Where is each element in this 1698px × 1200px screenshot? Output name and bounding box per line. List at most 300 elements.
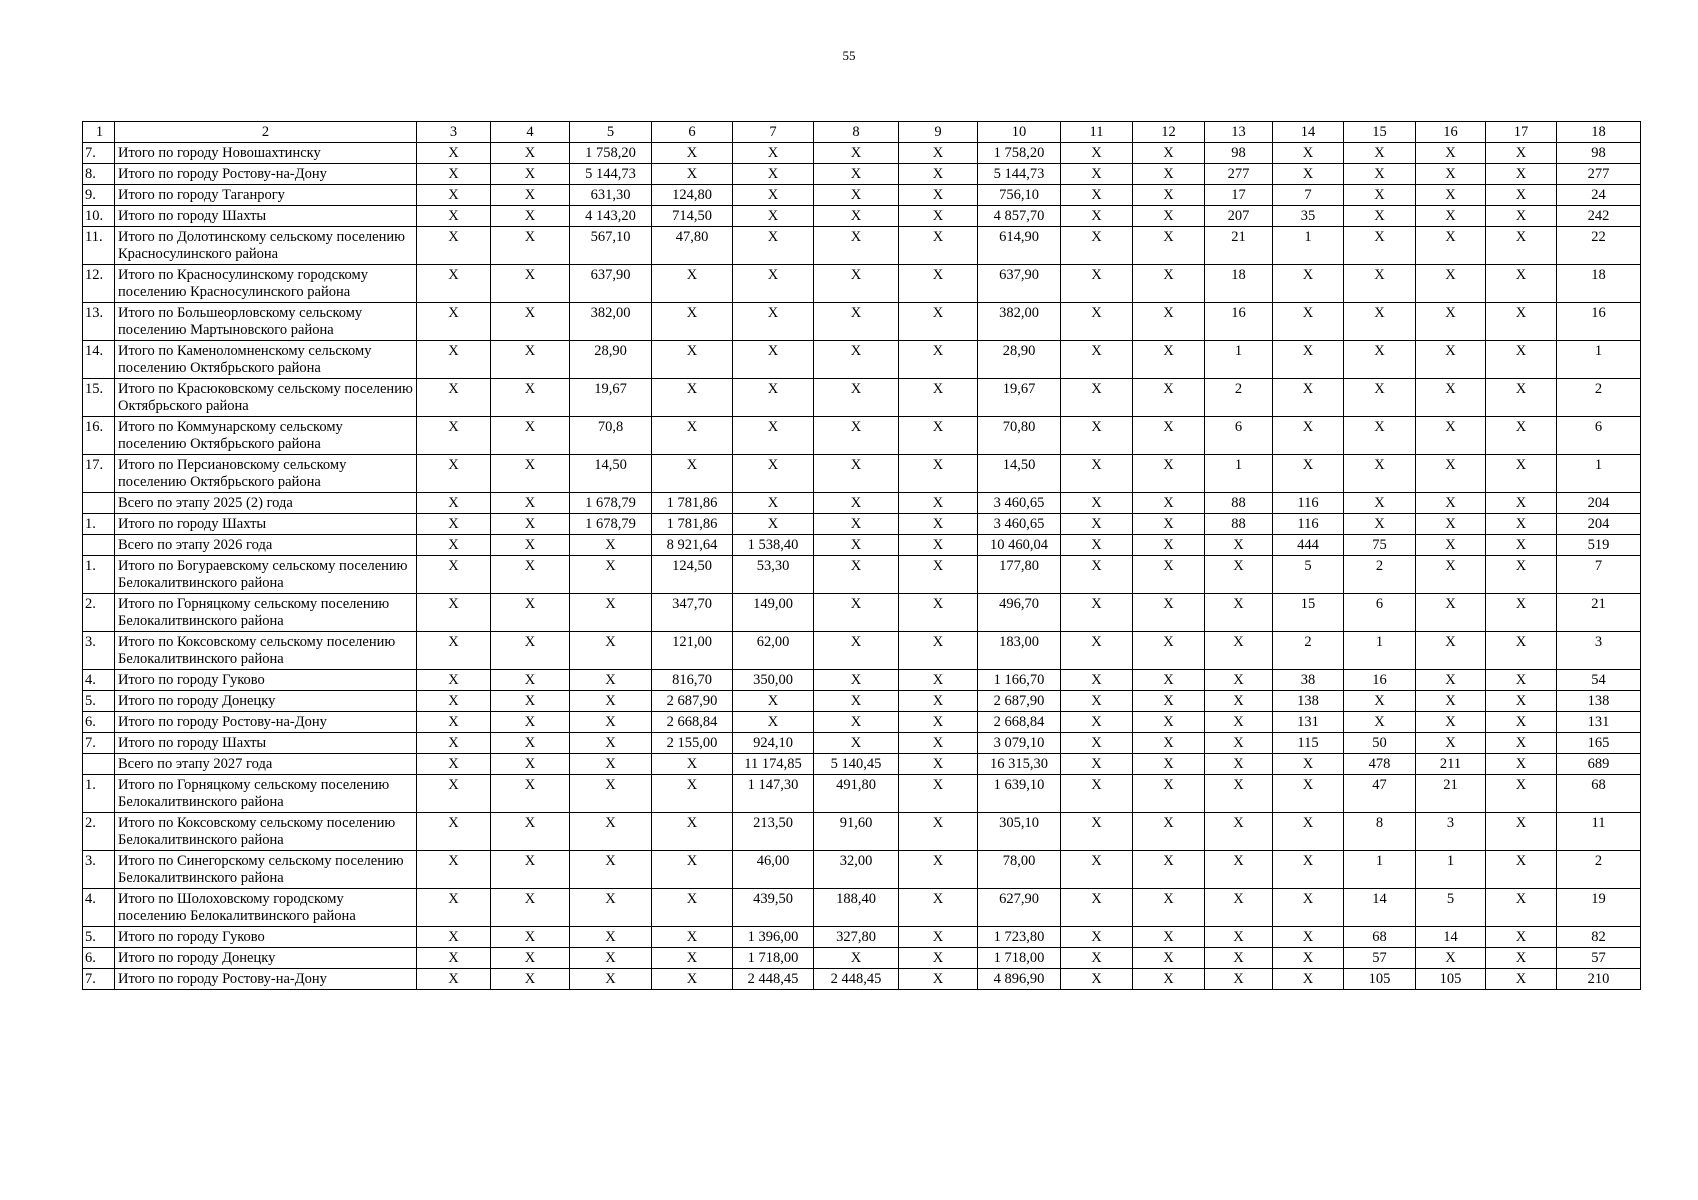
table-cell: X [814,379,899,417]
table-cell: X [491,493,570,514]
table-cell: 6. [83,712,115,733]
table-cell: X [1133,514,1205,535]
table-cell: X [1133,143,1205,164]
table-cell: X [1416,417,1486,455]
table-cell: X [1344,514,1416,535]
table-cell: X [417,303,491,341]
table-cell: 1 758,20 [570,143,652,164]
table-cell: 19 [1557,889,1641,927]
table-cell: X [899,514,978,535]
table-cell: 124,50 [652,556,733,594]
table-cell: Итого по городу Ростову-на-Дону [115,712,417,733]
table-cell: X [1486,927,1557,948]
table-cell: 4. [83,889,115,927]
table-cell: X [491,889,570,927]
table-cell: X [1133,632,1205,670]
table-cell: X [491,143,570,164]
table-cell: X [491,754,570,775]
table-cell: X [1133,265,1205,303]
data-table [82,121,1641,990]
table-cell: 38 [1273,670,1344,691]
table-row [83,927,1641,948]
table-cell: X [1344,303,1416,341]
table-row [83,379,1641,417]
table-header-row [83,122,1641,143]
table-cell: X [1061,712,1133,733]
table-cell: X [1344,143,1416,164]
table-cell: 1 [1557,455,1641,493]
table-cell: X [899,889,978,927]
column-header-cell: 17 [1486,122,1557,143]
table-cell: 5 144,73 [570,164,652,185]
table-cell: 382,00 [570,303,652,341]
table-cell: X [1486,143,1557,164]
table-cell: X [1416,594,1486,632]
table-cell: X [652,889,733,927]
table-cell: X [1061,227,1133,265]
table-cell: Итого по Горняцкому сельскому поселению Белокалитвинского района [115,775,417,813]
table-cell: X [814,594,899,632]
table-cell: X [417,185,491,206]
table-cell: 627,90 [978,889,1061,927]
table-cell: X [733,417,814,455]
table-cell: 22 [1557,227,1641,265]
table-cell: X [1273,143,1344,164]
table-cell: X [1133,948,1205,969]
table-cell: X [417,775,491,813]
table-cell: X [899,206,978,227]
table-cell: Итого по городу Ростову-на-Дону [115,164,417,185]
table-cell: Итого по Коксовскому сельскому поселению Белокалитвинского района [115,632,417,670]
table-cell: X [1486,206,1557,227]
table-cell: 11 174,85 [733,754,814,775]
table-cell: X [491,594,570,632]
table-cell: X [1486,379,1557,417]
table-cell: Итого по Шолоховскому городскому поселению Белокалитвинского района [115,889,417,927]
table-row [83,143,1641,164]
table-row [83,206,1641,227]
table-cell: 1 [1344,851,1416,889]
table-cell: X [417,341,491,379]
table-cell: X [1486,265,1557,303]
table-cell: X [1344,455,1416,493]
table-cell: X [1061,417,1133,455]
table-cell: X [814,556,899,594]
table-cell: X [1344,417,1416,455]
column-header-cell: 2 [115,122,417,143]
table-cell: X [1061,303,1133,341]
table-cell: X [570,851,652,889]
table-cell: X [1486,417,1557,455]
table-cell: X [733,303,814,341]
column-header-cell: 3 [417,122,491,143]
table-cell: 1 [1273,227,1344,265]
column-header-cell: 10 [978,122,1061,143]
table-cell: 24 [1557,185,1641,206]
table-cell: 46,00 [733,851,814,889]
table-cell: X [652,754,733,775]
table-cell: X [1486,185,1557,206]
table-cell: X [899,556,978,594]
table-cell: X [1061,164,1133,185]
table-cell: X [814,712,899,733]
table-cell: X [1061,493,1133,514]
table-cell: X [1344,379,1416,417]
table-cell: X [899,691,978,712]
table-cell: X [1133,691,1205,712]
table-cell: X [491,948,570,969]
table-cell: 714,50 [652,206,733,227]
table-cell: X [1205,775,1273,813]
table-cell: X [1344,691,1416,712]
table-cell: 1. [83,556,115,594]
table-cell: 124,80 [652,185,733,206]
table-cell: X [570,594,652,632]
table-cell: X [491,712,570,733]
table-cell: X [733,455,814,493]
table-cell: 21 [1205,227,1273,265]
table-cell: X [570,733,652,754]
table-cell: 54 [1557,670,1641,691]
table-cell: 47,80 [652,227,733,265]
table-row [83,733,1641,754]
table-cell: 1. [83,514,115,535]
table-cell: X [1133,493,1205,514]
table-cell: 478 [1344,754,1416,775]
table-cell: X [1205,969,1273,990]
table-cell: X [1133,303,1205,341]
table-row [83,455,1641,493]
table-cell: X [652,164,733,185]
table-cell: X [899,265,978,303]
table-cell: X [1273,379,1344,417]
table-cell: X [652,813,733,851]
table-cell: X [1416,143,1486,164]
table-cell: 3. [83,632,115,670]
table-cell: 1 [1557,341,1641,379]
table-cell: Всего по этапу 2026 года [115,535,417,556]
table-cell: X [1133,417,1205,455]
table-cell: X [1486,889,1557,927]
table-cell: X [491,455,570,493]
table-cell: X [1486,455,1557,493]
table-cell: 2 687,90 [978,691,1061,712]
table-cell: 756,10 [978,185,1061,206]
table-cell: X [491,670,570,691]
table-cell: X [1061,691,1133,712]
table-cell: 1 166,70 [978,670,1061,691]
table-cell: X [733,493,814,514]
table-cell: X [1133,227,1205,265]
table-cell: X [814,514,899,535]
table-cell: 57 [1557,948,1641,969]
table-cell: 149,00 [733,594,814,632]
table-cell: X [570,556,652,594]
table-cell: 1 538,40 [733,535,814,556]
table-cell: X [814,341,899,379]
table-cell: 6 [1344,594,1416,632]
table-cell: 3 [1416,813,1486,851]
table-cell: X [1061,455,1133,493]
table-cell: 816,70 [652,670,733,691]
column-header-cell: 18 [1557,122,1641,143]
column-header-cell: 7 [733,122,814,143]
table-cell: X [570,948,652,969]
table-cell: X [1133,670,1205,691]
table-cell: 242 [1557,206,1641,227]
table-cell: 519 [1557,535,1641,556]
table-cell: X [1486,670,1557,691]
table-cell: X [570,889,652,927]
table-cell: X [570,775,652,813]
table-cell: Итого по городу Таганрогу [115,185,417,206]
table-cell: 14 [1416,927,1486,948]
table-cell: 32,00 [814,851,899,889]
table-cell: X [899,851,978,889]
table-cell: X [733,143,814,164]
table-cell: X [733,185,814,206]
table-cell: X [1205,670,1273,691]
table-cell: 2 [1344,556,1416,594]
table-cell: X [1416,632,1486,670]
table-cell: 17. [83,455,115,493]
table-cell: X [814,632,899,670]
table-cell: X [1205,691,1273,712]
table-cell: 1 [1205,455,1273,493]
table-cell: 10 460,04 [978,535,1061,556]
table-cell: X [899,493,978,514]
table-cell: X [652,851,733,889]
table-cell: 17 [1205,185,1273,206]
table-cell: X [1416,691,1486,712]
table-row [83,185,1641,206]
table-cell: X [1416,341,1486,379]
table-cell: Итого по городу Шахты [115,514,417,535]
table-cell: X [1344,341,1416,379]
table-cell: X [652,265,733,303]
table-cell: X [1133,969,1205,990]
table-cell: X [899,775,978,813]
table-cell: X [1133,185,1205,206]
table-cell: X [1133,594,1205,632]
table-cell: 1 [1344,632,1416,670]
table-cell: X [1061,514,1133,535]
table-cell: X [1486,969,1557,990]
table-cell: X [652,143,733,164]
table-cell: X [1205,813,1273,851]
table-cell: X [570,670,652,691]
table-cell: 18 [1205,265,1273,303]
table-cell: 16. [83,417,115,455]
table-cell: 82 [1557,927,1641,948]
table-cell: X [1061,556,1133,594]
table-cell: X [652,455,733,493]
table-cell: 14 [1344,889,1416,927]
table-cell: 88 [1205,514,1273,535]
table-row [83,754,1641,775]
table-cell: X [417,556,491,594]
table-cell: X [899,948,978,969]
table-cell: X [1273,164,1344,185]
table-cell: X [899,143,978,164]
table-cell: 19,67 [570,379,652,417]
table-cell: 1 781,86 [652,514,733,535]
table-cell: X [1205,927,1273,948]
table-cell: X [417,227,491,265]
table-cell: X [899,535,978,556]
table-cell: X [1061,341,1133,379]
table-cell: 5 [1416,889,1486,927]
column-header-cell: 13 [1205,122,1273,143]
table-cell: X [1416,948,1486,969]
table-cell: X [491,733,570,754]
table-cell: 4 896,90 [978,969,1061,990]
table-cell: X [1061,927,1133,948]
table-cell: Итого по городу Гуково [115,927,417,948]
table-cell: X [1486,733,1557,754]
table-cell: X [899,341,978,379]
table-cell: 305,10 [978,813,1061,851]
table-row [83,969,1641,990]
table-cell: Итого по Красносулинскому городскому поселению Красносулинского района [115,265,417,303]
table-cell: X [1205,594,1273,632]
table-cell: 183,00 [978,632,1061,670]
table-cell: 15 [1273,594,1344,632]
table-cell: X [491,691,570,712]
table-cell: 2 687,90 [652,691,733,712]
table-cell: X [570,969,652,990]
table-cell: X [491,265,570,303]
table-cell: 5 [1273,556,1344,594]
table-cell: 8. [83,164,115,185]
table-cell: 68 [1344,927,1416,948]
table-cell: 347,70 [652,594,733,632]
table-cell: 11 [1557,813,1641,851]
column-header-cell: 5 [570,122,652,143]
table-cell: X [1273,813,1344,851]
table-cell: Итого по Большеорловскому сельскому поселению Мартыновского района [115,303,417,341]
table-cell: 3 460,65 [978,493,1061,514]
table-cell: X [814,185,899,206]
table-cell: X [1205,889,1273,927]
table-cell: X [417,206,491,227]
table-cell: X [1061,969,1133,990]
table-row [83,670,1641,691]
table-cell: 924,10 [733,733,814,754]
table-cell: 21 [1416,775,1486,813]
table-cell: X [491,851,570,889]
table-cell: X [899,227,978,265]
table-cell: 165 [1557,733,1641,754]
table-cell: 5. [83,691,115,712]
table-cell: X [1205,712,1273,733]
table-cell: X [814,143,899,164]
table-cell: X [1061,535,1133,556]
table-cell: 2 668,84 [652,712,733,733]
table-cell: X [733,164,814,185]
table-cell: X [1416,493,1486,514]
table-cell: 105 [1344,969,1416,990]
table-cell: 4. [83,670,115,691]
table-cell: X [417,379,491,417]
column-header-cell: 1 [83,122,115,143]
table-cell [83,493,115,514]
table-cell: Итого по Коксовскому сельскому поселению Белокалитвинского района [115,813,417,851]
table-cell: X [417,813,491,851]
table-cell: X [417,164,491,185]
table-cell [83,754,115,775]
table-cell: X [733,265,814,303]
table-cell: X [1133,556,1205,594]
table-cell: X [417,927,491,948]
table-cell: X [1486,813,1557,851]
table-cell: X [1416,535,1486,556]
table-cell: Итого по Богураевскому сельскому поселению Белокалитвинского района [115,556,417,594]
table-cell: 1 781,86 [652,493,733,514]
table-cell: X [417,948,491,969]
table-cell: X [1486,514,1557,535]
table-cell: X [814,535,899,556]
table-cell: 1 718,00 [733,948,814,969]
table-cell: 3. [83,851,115,889]
table-cell: X [491,813,570,851]
table-cell: 116 [1273,493,1344,514]
table-cell: Итого по городу Гуково [115,670,417,691]
table-cell: X [1486,712,1557,733]
table-cell: X [1061,265,1133,303]
table-cell: 98 [1557,143,1641,164]
table-cell: X [491,341,570,379]
table-cell: 277 [1205,164,1273,185]
table-cell: X [814,164,899,185]
table-cell: 211 [1416,754,1486,775]
table-cell: 4 143,20 [570,206,652,227]
table-cell: 53,30 [733,556,814,594]
table-cell: 68 [1557,775,1641,813]
table-cell: X [814,227,899,265]
table-cell: X [417,754,491,775]
table-cell: X [733,341,814,379]
table-cell: 16 [1205,303,1273,341]
table-row [83,691,1641,712]
table-cell: X [899,712,978,733]
table-cell: X [1061,775,1133,813]
table-cell: 177,80 [978,556,1061,594]
table-cell: 1 147,30 [733,775,814,813]
table-cell: 3 460,65 [978,514,1061,535]
table-cell: 2 [1273,632,1344,670]
table-cell: 7. [83,969,115,990]
table-cell: Итого по городу Новошахтинску [115,143,417,164]
table-cell [83,535,115,556]
table-cell: X [1133,754,1205,775]
table-cell: X [814,303,899,341]
table-cell: 91,60 [814,813,899,851]
table-cell: 8 921,64 [652,535,733,556]
table-cell: 1. [83,775,115,813]
table-cell: X [899,185,978,206]
table-cell: X [570,754,652,775]
table-cell: X [1273,455,1344,493]
table-cell: X [1273,303,1344,341]
table-cell: 2 [1557,379,1641,417]
column-header-cell: 16 [1416,122,1486,143]
table-cell: X [1273,341,1344,379]
table-cell: Итого по Коммунарскому сельскому поселению Октябрьского района [115,417,417,455]
table-cell: 5 140,45 [814,754,899,775]
table-cell: X [652,775,733,813]
table-cell: X [1133,851,1205,889]
